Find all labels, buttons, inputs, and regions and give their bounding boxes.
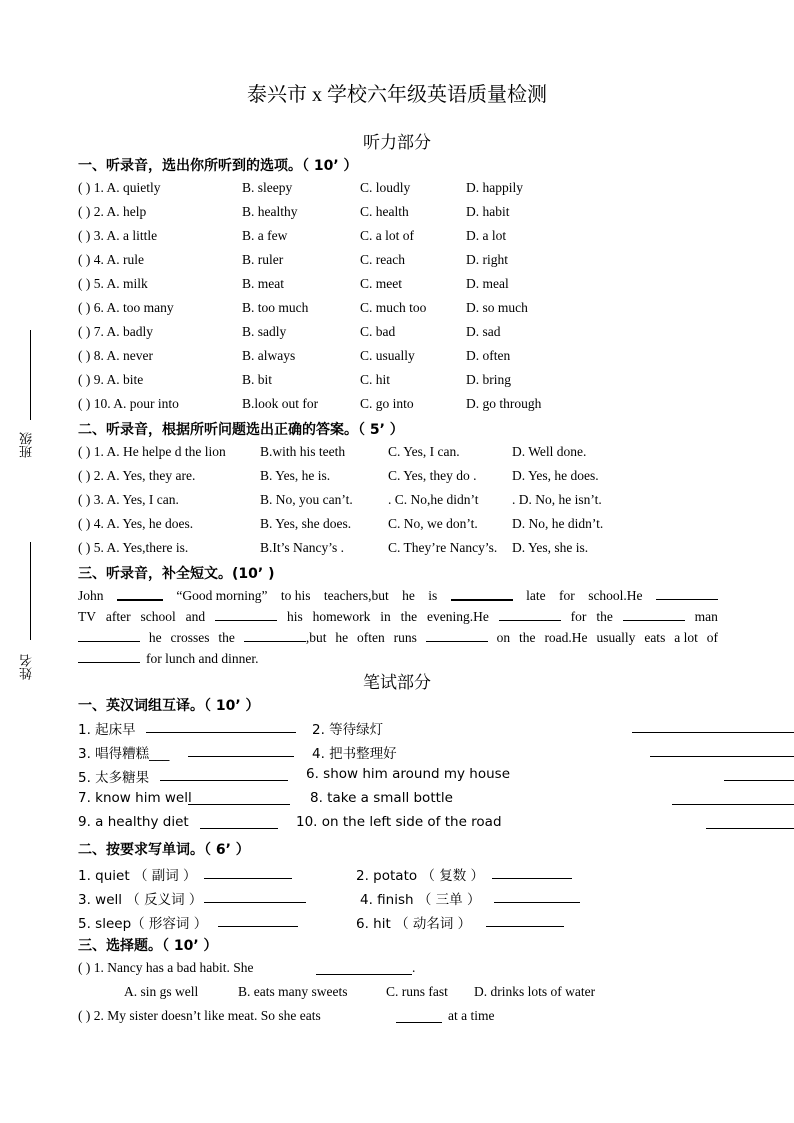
word: teachers,but — [323, 588, 389, 603]
option-b: B. bit — [242, 372, 273, 387]
option-n: ( ) 4. A. rule — [78, 252, 144, 267]
word: a lot — [674, 630, 698, 645]
option-n: ( ) 9. A. bite — [78, 372, 144, 387]
option-n: ( ) 6. A. too many — [78, 300, 174, 315]
word: school — [140, 609, 176, 624]
cloze-line-1 — [78, 585, 718, 606]
blank[interactable] — [426, 627, 488, 642]
option-n: ( ) 5. A. milk — [78, 276, 148, 291]
option-c: C. They’re Nancy’s. — [388, 540, 498, 555]
option-c: C. Yes, they do . — [388, 468, 477, 483]
name-underline[interactable] — [30, 542, 31, 640]
word: on — [496, 630, 511, 645]
option-c: C. health — [360, 204, 409, 219]
option-b: B.look out for — [242, 396, 319, 411]
option-b: B. eats many sweets — [238, 984, 348, 999]
word: the — [519, 630, 536, 645]
option-d: . D. No, he isn’t. — [512, 492, 602, 507]
word: runs — [393, 630, 417, 645]
answer-blank[interactable] — [316, 960, 412, 975]
translation-prompt: 3. 唱得糟糕___ — [78, 746, 170, 762]
word: the — [218, 630, 235, 645]
word: TV — [78, 609, 96, 624]
translation-prompt: 1. 起床早 — [78, 722, 136, 738]
blank[interactable] — [623, 606, 685, 621]
word: for — [559, 588, 575, 603]
writing-section-2-title: 二、按要求写单词。（ 6’ ） — [78, 842, 250, 858]
translation-blank[interactable] — [724, 766, 794, 781]
word: “Good morning” — [176, 588, 268, 603]
option-b: B.It’s Nancy’s . — [260, 540, 344, 555]
option-d: D. often — [466, 348, 511, 363]
translation-prompt: 4. 把书整理好 — [312, 746, 397, 762]
word: he — [148, 630, 162, 645]
option-n: ( ) 2. A. Yes, they are. — [78, 468, 196, 483]
word-form-blank[interactable] — [486, 912, 564, 927]
listening-section-3-title: 三、听录音，补全短文。(10’ ) — [78, 566, 275, 582]
class-label: 班级 — [20, 432, 35, 458]
word: homework — [312, 609, 371, 624]
translation-blank[interactable] — [160, 766, 288, 781]
word: usually — [596, 630, 636, 645]
blank[interactable] — [451, 585, 513, 601]
blank[interactable] — [244, 627, 306, 642]
translation-prompt: 6. show him around my house — [306, 766, 511, 782]
option-d: D. drinks lots of water — [474, 984, 596, 999]
word: the — [596, 609, 613, 624]
option-c: C. Yes, I can. — [388, 444, 460, 459]
word: of — [706, 630, 718, 645]
word: in — [380, 609, 391, 624]
word: after — [105, 609, 131, 624]
option-n: ( ) 5. A. Yes,there is. — [78, 540, 189, 555]
word: John — [78, 588, 104, 603]
word: often — [356, 630, 385, 645]
option-d: D. sad — [466, 324, 501, 339]
word-form-blank[interactable] — [494, 888, 580, 903]
option-n: ( ) 3. A. Yes, I can. — [78, 492, 179, 507]
option-d: D. so much — [466, 300, 528, 315]
word: to his — [280, 588, 311, 603]
option-d: D. Well done. — [512, 444, 587, 459]
option-b: B.with his teeth — [260, 444, 346, 459]
translation-prompt: 8. take a small bottle — [310, 790, 453, 806]
question-text: ( ) 1. Nancy has a bad habit. She — [78, 960, 254, 975]
word: ,but — [305, 630, 327, 645]
translation-blank[interactable] — [146, 718, 296, 733]
option-c: C. hit — [360, 372, 391, 387]
translation-blank[interactable] — [672, 790, 794, 805]
word: the — [400, 609, 418, 624]
option-c: C. bad — [360, 324, 396, 339]
word: eats — [644, 630, 666, 645]
listening-section-1-title: 一、听录音，选出你所听到的选项。（ 10’ ） — [78, 158, 358, 174]
blank[interactable] — [78, 627, 140, 642]
word-form-blank[interactable] — [204, 864, 292, 879]
option-d: D. Yes, she is. — [512, 540, 589, 555]
option-n: ( ) 7. A. badly — [78, 324, 153, 339]
listening-section-2-title: 二、听录音，根据所听问题选出正确的答案。（ 5’ ） — [78, 422, 404, 438]
option-c: C. meet — [360, 276, 402, 291]
option-d: D. habit — [466, 204, 510, 219]
option-d: D. right — [466, 252, 508, 267]
option-b: B. too much — [242, 300, 309, 315]
question-end: at a time — [448, 1008, 495, 1023]
option-c: C. go into — [360, 396, 414, 411]
word-form-blank[interactable] — [218, 912, 298, 927]
option-n: ( ) 8. A. never — [78, 348, 153, 363]
option-b: B. sadly — [242, 324, 287, 339]
word: late — [526, 588, 546, 603]
option-b: B. Yes, she does. — [260, 516, 352, 531]
option-n: ( ) 10. A. pour into — [78, 396, 179, 411]
word: crosses — [170, 630, 210, 645]
translation-prompt: 5. 太多糖果 — [78, 770, 150, 786]
option-b: B. Yes, he is. — [260, 468, 331, 483]
option-b: B. a few — [242, 228, 288, 243]
option-b: B. ruler — [242, 252, 284, 267]
translation-blank[interactable] — [706, 814, 794, 829]
page-title: 泰兴市 x 学校六年级英语质量检测 — [247, 84, 547, 106]
option-b: B. No, you can’t. — [260, 492, 353, 507]
listening-heading: 听力部分 — [363, 133, 431, 152]
word: and — [185, 609, 206, 624]
option-c: C. a lot of — [360, 228, 414, 243]
question-text: ( ) 2. My sister doesn’t like meat. So she eats — [78, 1008, 321, 1023]
word: for — [570, 609, 587, 624]
translation-prompt: 7. know him well — [78, 790, 192, 806]
writing-heading: 笔试部分 — [363, 673, 431, 692]
word: man — [694, 609, 718, 624]
blank[interactable] — [215, 606, 277, 621]
blank[interactable] — [78, 648, 140, 663]
word-form-blank[interactable] — [492, 864, 572, 879]
word: is — [428, 588, 438, 603]
option-d: D. meal — [466, 276, 509, 291]
option-c: C. loudly — [360, 180, 411, 195]
option-b: B. sleepy — [242, 180, 293, 195]
option-d: D. happily — [466, 180, 523, 195]
word: road.He — [544, 630, 588, 645]
option-b: B. meat — [242, 276, 284, 291]
word: his — [286, 609, 303, 624]
cloze-line-2 — [78, 606, 718, 627]
word: he — [402, 588, 415, 603]
option-n: ( ) 1. A. quietly — [78, 180, 161, 195]
option-a: A. sin gs well — [124, 984, 199, 999]
option-d: D. go through — [466, 396, 542, 411]
cloze-passage — [78, 585, 718, 669]
writing-section-1-title: 一、英汉词组互译。（ 10’ ） — [78, 698, 260, 714]
option-c: C. reach — [360, 252, 405, 267]
translation-prompt: 2. 等待绿灯 — [312, 722, 384, 738]
option-d: D. a lot — [466, 228, 507, 243]
option-c: C. No, we don’t. — [388, 516, 478, 531]
word: school.He — [588, 588, 643, 603]
translation-prompt: 9. a healthy diet — [78, 814, 189, 830]
option-n: ( ) 2. A. help — [78, 204, 147, 219]
name-label: 姓名 — [20, 654, 35, 680]
word: he — [335, 630, 349, 645]
word-form-prompt: 3. well （ 反义词 ） — [78, 892, 203, 908]
option-c: C. usually — [360, 348, 415, 363]
question-end: . — [412, 960, 416, 975]
cloze-line-4 — [78, 648, 718, 669]
translation-blank[interactable] — [200, 814, 278, 829]
word: evening.He — [427, 609, 489, 624]
word-form-blank[interactable] — [204, 888, 306, 903]
word: for lunch and dinner. — [146, 651, 259, 666]
class-underline[interactable] — [30, 330, 31, 420]
option-n: ( ) 1. A. He helpe d the lion — [78, 444, 226, 459]
option-c: C. runs fast — [386, 984, 448, 999]
blank[interactable] — [117, 585, 163, 601]
word-form-prompt: 4. finish （ 三单 ） — [360, 892, 481, 908]
option-c: C. much too — [360, 300, 427, 315]
word-form-prompt: 1. quiet （ 副词 ） — [78, 868, 197, 884]
translation-blank[interactable] — [188, 790, 290, 805]
translation-prompt: 10. on the left side of the road — [296, 814, 502, 830]
translation-blank[interactable] — [632, 718, 794, 733]
writing-section-3-title: 三、选择题。（ 10’ ） — [78, 938, 218, 954]
translation-blank[interactable] — [650, 742, 794, 757]
translation-blank[interactable] — [188, 742, 294, 757]
answer-blank[interactable] — [396, 1008, 442, 1023]
word-form-prompt: 6. hit （ 动名词 ） — [356, 916, 472, 932]
blank[interactable] — [656, 585, 718, 600]
option-d: D. Yes, he does. — [512, 468, 599, 483]
blank[interactable] — [499, 606, 561, 621]
option-c: . C. No,he didn’t — [388, 492, 479, 507]
option-n: ( ) 3. A. a little — [78, 228, 158, 243]
word-form-prompt: 5. sleep（ 形容词 ） — [78, 916, 208, 932]
cloze-line-3 — [78, 627, 718, 648]
option-b: B. always — [242, 348, 296, 363]
option-d: D. bring — [466, 372, 511, 387]
option-n: ( ) 4. A. Yes, he does. — [78, 516, 194, 531]
option-d: D. No, he didn’t. — [512, 516, 604, 531]
word-form-prompt: 2. potato （ 复数 ） — [356, 868, 484, 884]
option-b: B. healthy — [242, 204, 298, 219]
